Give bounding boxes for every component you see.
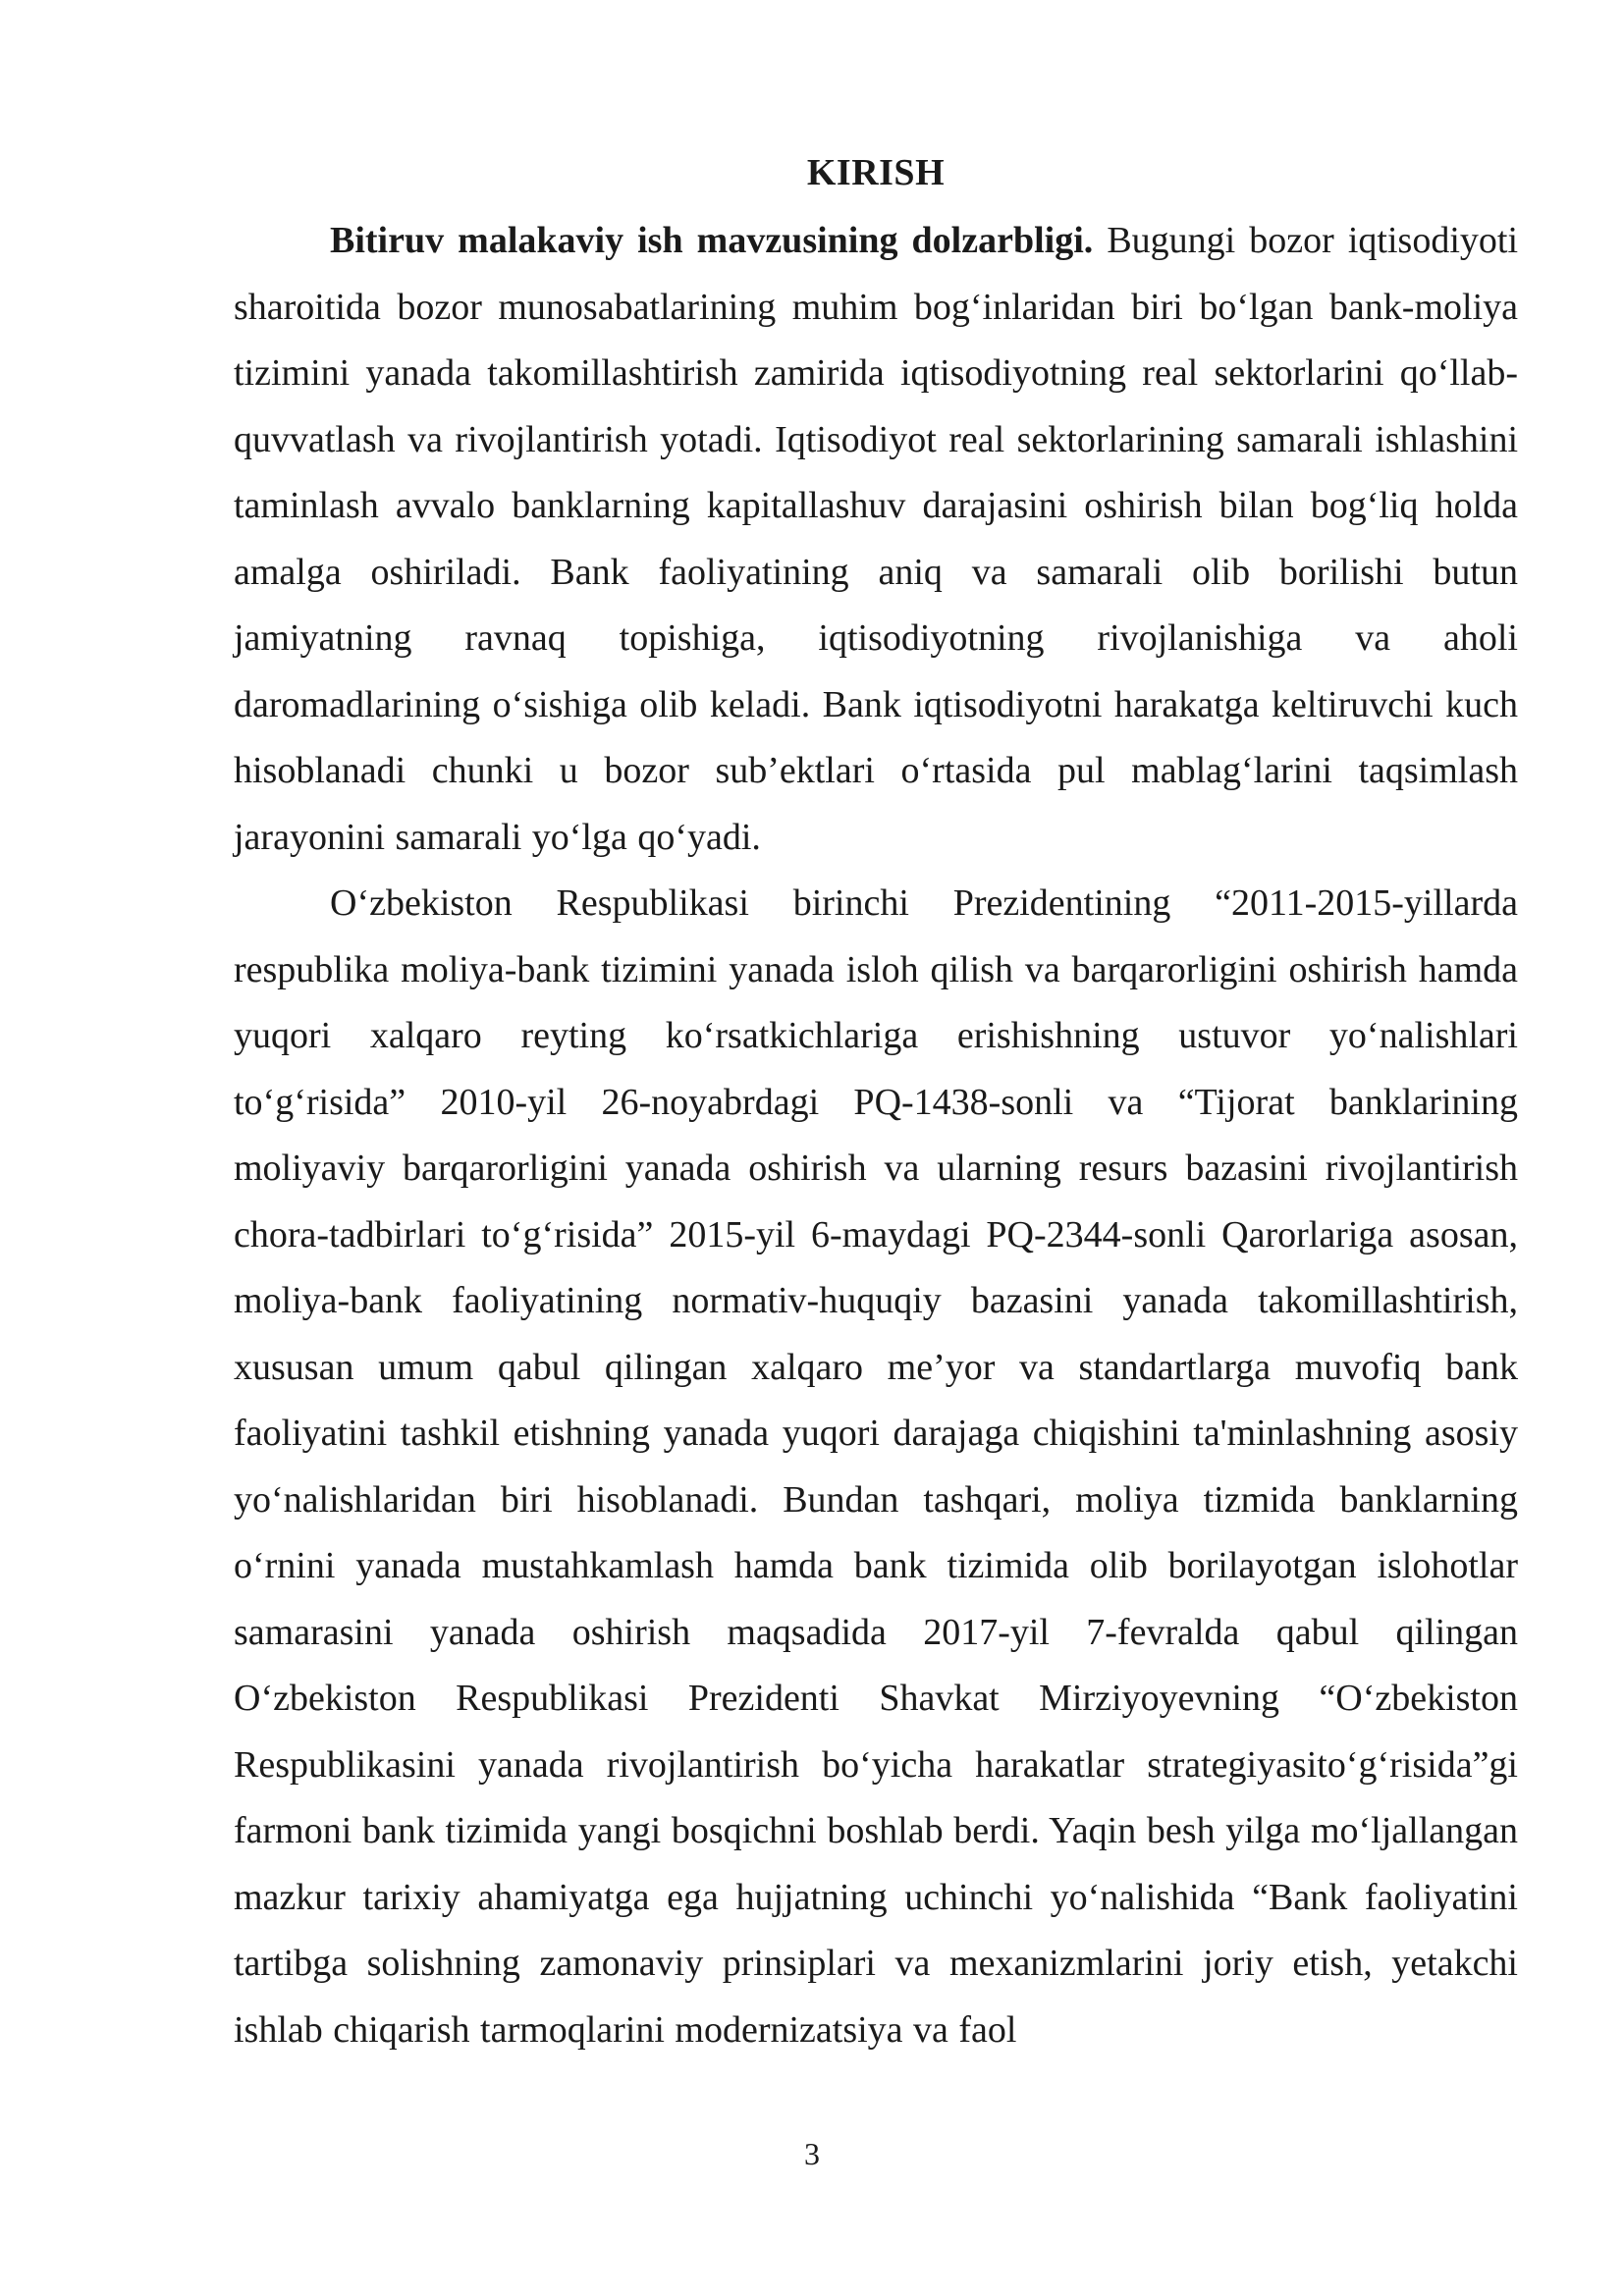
paragraph-text: O‘zbekiston Respublikasi birinchi Prezidentining “2011-2015-yillarda respublika moliya-bank tizimini yanada isloh qilish va barqarorligini oshirish hamda yuqori xalqaro reyting ko‘rsatkichlariga erishishning ustuvor yo‘nalishlari to‘g‘risida” 2010-yil 26-noyabrdagi PQ-1438-sonli va “Tijorat banklarining moliyaviy barqarorligini yanada oshirish va ularning resurs bazasini rivojlantirish chora-tadbirlari to‘g‘risida” 2015-yil 6-maydagi PQ-2344-sonli Qarorlariga asosan, moliya-bank faoliyatining normativ-huquqiy bazasini yanada takomillashtirish, xususan umum qabul qilingan xalqaro me’yor va standartlarga muvofiq bank faoliyatini tashkil etishning yanada yuqori darajaga chiqishini ta'minlashning asosiy yo‘nalishlaridan biri hisoblanadi. Bundan tashqari, moliya tizmida banklarning o‘rnini yanada mustahkamlash hamda bank tizimida olib borilayotgan islohotlar samarasini yanada oshirish maqsadida 2017-yil 7-fevralda qabul qilingan O‘zbekiston Respublikasi Prezidenti Shavkat Mirziyoyevning “O‘zbekiston Respublikasini yanada rivojlantirish bo‘yicha harakatlar strategiyasito‘g‘risida”gi farmoni bank tizimida yangi bosqichni boshlab berdi. Yaqin besh yilga mo‘ljallangan mazkur tarixiy ahamiyatga ega hujjatning uchinchi yo‘nalishida “Bank faoliyatini tartibga solishning zamonaviy prinsiplari va mexanizmlarini joriy etish, yetakchi ishlab chiqarish tarmoqlarini modernizatsiya va faol (234, 882, 1518, 2051)
paragraph-legislation (234, 871, 1518, 2063)
page-number: 3 (804, 2136, 820, 2171)
paragraph-relevance (234, 208, 1518, 871)
page-content (234, 143, 1518, 2063)
paragraph-lead: Bitiruv malakaviy ish mavzusining dolzarbligi. (330, 220, 1094, 261)
section-heading: KIRISH (806, 152, 946, 193)
paragraph-text: Bugungi bozor iqtisodiyoti sharoitida bozor munosabatlarining muhim bog‘inlaridan biri bo‘lgan bank-moliya tizimini yanada takomillashtirish zamirida iqtisodiyotning real sektorlarini qo‘llab-quvvatlash va rivojlantirish yotadi. Iqtisodiyot real sektorlarining samarali ishlashini taminlash avvalo banklarning kapitallashuv darajasini oshirish bilan bog‘liq holda amalga oshiriladi. Bank faoliyatining aniq va samarali olib borilishi butun jamiyatning ravnaq topishiga, iqtisodiyotning rivojlanishiga va aholi daromadlarining o‘sishiga olib keladi. Bank iqtisodiyotni harakatga keltiruvchi kuch hisoblanadi chunki u bozor sub’ektlari o‘rtasida pul mablag‘larini taqsimlash jarayonini samarali yo‘lga qo‘yadi. (234, 220, 1518, 858)
